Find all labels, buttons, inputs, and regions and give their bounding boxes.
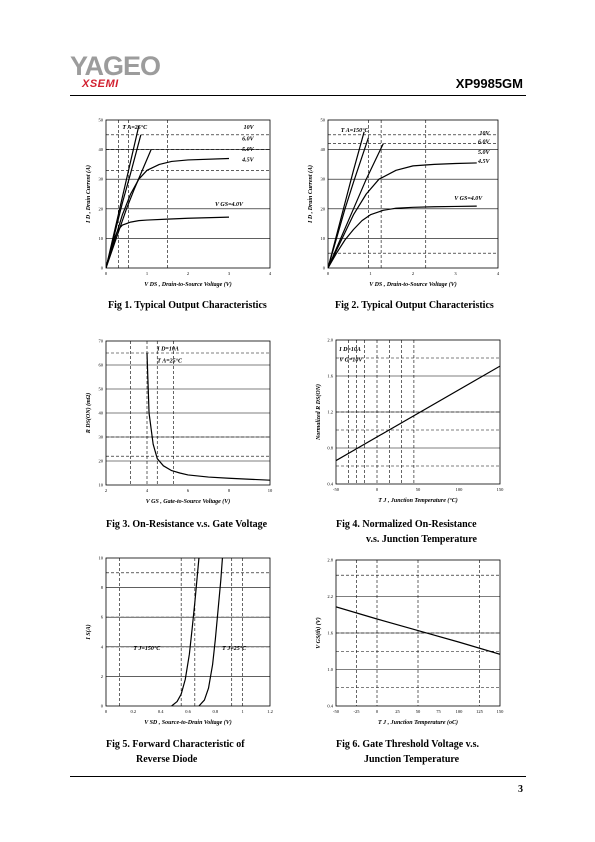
x-tick-label: 2	[186, 271, 190, 276]
x-axis-label: T J , Junction Temperature (°C)	[378, 498, 458, 504]
x-tick-label: 1	[241, 709, 244, 714]
series-line	[172, 543, 201, 706]
y-axis-label: I D , Drain Current (A)	[86, 164, 92, 224]
y-tick-label: 50	[320, 117, 325, 123]
y-axis-label: V GS(th) (V)	[316, 617, 322, 649]
x-tick-label: 4	[496, 271, 500, 276]
y-tick-label: 4	[100, 644, 103, 650]
chart-annotation: V GS=4.0V	[454, 195, 483, 202]
chart-annotation: T A=25°C	[157, 358, 183, 365]
chart-annotation: 5.0V	[242, 147, 254, 154]
page-number: 3	[518, 784, 523, 795]
x-tick-label: 3	[454, 271, 457, 276]
header-divider	[70, 95, 526, 96]
x-tick-label: -50	[333, 709, 339, 714]
y-axis-label: I D , Drain Current (A)	[308, 164, 314, 224]
x-tick-label: 1	[369, 271, 372, 276]
chart-annotation: V G=10V	[339, 357, 363, 364]
figure-caption: Fig 6. Gate Threshold Voltage v.s.	[336, 739, 479, 750]
x-tick-label: 100	[455, 487, 463, 492]
x-tick-label: -25	[353, 709, 360, 714]
x-tick-label: 10	[267, 488, 273, 493]
x-tick-label: 150	[496, 709, 504, 714]
fig4-chart	[316, 337, 504, 504]
chart-annotation: I D=10A	[157, 346, 179, 353]
x-tick-label: 0	[375, 709, 379, 714]
x-tick-label: 100	[455, 709, 463, 714]
x-tick-label: 125	[476, 709, 483, 714]
x-tick-label: 0.8	[212, 709, 219, 714]
x-tick-label: 0	[375, 487, 379, 492]
chart-annotation: I D=10A	[339, 346, 361, 353]
y-tick-label: 50	[98, 117, 103, 123]
y-tick-label: 0.4	[327, 703, 333, 709]
x-tick-label: 150	[496, 487, 504, 492]
figure-caption: Fig 1. Typical Output Characteristics	[108, 300, 267, 311]
x-tick-label: 3	[227, 271, 231, 276]
y-tick-label: 50	[98, 386, 103, 392]
x-axis-label: V SD , Source-to-Drain Voltage (V)	[144, 720, 232, 726]
chart-annotation: T A=25°C	[122, 124, 148, 131]
y-tick-label: 40	[98, 147, 103, 153]
y-tick-label: 20	[98, 458, 103, 464]
y-tick-label: 10	[320, 235, 325, 241]
y-tick-label: 30	[320, 176, 325, 182]
figure-caption: Fig 2. Typical Output Characteristics	[335, 300, 494, 311]
x-tick-label: 1.2	[267, 709, 273, 714]
yageo-logo	[70, 52, 180, 92]
x-tick-label: 25	[395, 709, 400, 714]
x-tick-label: 4	[268, 271, 272, 276]
y-tick-label: 2	[100, 673, 103, 679]
x-tick-label: 50	[415, 709, 421, 714]
x-tick-label: 75	[436, 709, 441, 714]
y-tick-label: 0	[100, 703, 103, 709]
y-tick-label: 2.8	[327, 557, 333, 563]
figure-caption: Fig 4. Normalized On-Resistance	[336, 519, 477, 530]
y-tick-label: 0.8	[327, 445, 333, 451]
x-tick-label: -50	[333, 487, 339, 492]
series-line	[328, 138, 368, 268]
figure-caption: Reverse Diode	[136, 754, 198, 765]
series-line	[199, 543, 224, 706]
chart-annotation: V GS=4.0V	[215, 201, 243, 208]
y-tick-label: 6	[100, 614, 103, 620]
x-tick-label: 0.4	[157, 709, 164, 714]
y-tick-label: 8	[100, 585, 103, 591]
chart-annotation: 10V	[479, 130, 490, 137]
y-tick-label: 1.0	[327, 667, 333, 672]
part-number: XP9985GM	[455, 76, 523, 91]
y-tick-label: 0.4	[327, 481, 333, 487]
chart-annotation: 5.0V	[477, 150, 490, 157]
y-tick-label: 2.2	[327, 594, 333, 599]
logo-subtext: XSEMI	[82, 78, 119, 90]
y-tick-label: 20	[98, 206, 103, 212]
figure-caption: Fig 3. On-Resistance v.s. Gate Voltage	[106, 519, 268, 530]
x-axis-label: V GS , Gate-to-Source Voltage (V)	[145, 499, 231, 505]
y-tick-label: 10	[98, 235, 103, 241]
y-tick-label: 40	[320, 147, 325, 153]
y-tick-label: 1.2	[327, 409, 333, 415]
footer-divider	[70, 776, 526, 777]
y-tick-label: 30	[98, 176, 103, 182]
fig5-chart	[86, 555, 273, 726]
chart-annotation: 10V	[243, 124, 254, 131]
y-axis-label: Normalized R DS(ON)	[316, 383, 322, 441]
fig3-chart	[86, 338, 273, 505]
chart-annotation: T A=150°C	[340, 127, 369, 134]
x-axis-label: V DS , Drain-to-Source Voltage (V)	[144, 282, 232, 288]
y-tick-label: 60	[98, 362, 103, 368]
chart-annotation: T J=150°C	[133, 645, 161, 652]
chart-annotation: 4.5V	[477, 158, 490, 165]
chart-annotation: T J=25°C	[222, 645, 247, 652]
y-tick-label: 1.6	[327, 373, 333, 379]
y-tick-label: 70	[98, 338, 103, 344]
series-line	[336, 366, 500, 461]
x-axis-label: V DS , Drain-to-Source Voltage (V)	[369, 282, 457, 288]
x-tick-label: 2	[104, 488, 108, 493]
fig2-chart	[308, 117, 500, 288]
x-tick-label: 0.6	[185, 709, 191, 714]
fig6-chart	[316, 557, 504, 726]
x-tick-label: 0.2	[130, 709, 137, 714]
figure-caption: v.s. Junction Temperature	[366, 534, 477, 545]
logo-text: YAGEO	[70, 51, 161, 81]
y-tick-label: 40	[98, 410, 103, 416]
x-tick-label: 8	[227, 488, 231, 493]
fig1-chart	[86, 117, 272, 288]
x-axis-label: T J , Junction Temperature (oC)	[377, 720, 459, 726]
x-tick-label: 0	[104, 271, 108, 276]
y-tick-label: 10	[98, 555, 103, 561]
x-tick-label: 50	[415, 487, 421, 492]
y-tick-label: 0	[322, 265, 325, 271]
x-tick-label: 4	[145, 488, 149, 493]
y-tick-label: 2.0	[327, 337, 333, 343]
y-tick-label: 30	[98, 434, 103, 440]
y-tick-label: 1.6	[327, 630, 333, 636]
y-tick-label: 10	[98, 482, 103, 488]
x-tick-label: 6	[186, 488, 190, 493]
x-tick-label: 0	[104, 709, 108, 714]
chart-annotation: 6.0V	[242, 136, 254, 143]
plot-frame	[328, 120, 498, 268]
chart-annotation: 4.5V	[242, 157, 254, 164]
y-tick-label: 0	[100, 265, 103, 271]
chart-annotation: 6.0V	[477, 139, 490, 146]
figure-caption: Junction Temperature	[364, 754, 460, 765]
x-tick-label: 0	[326, 271, 330, 276]
x-tick-label: 2	[411, 271, 415, 276]
y-axis-label: I S(A)	[86, 624, 92, 640]
figure-caption: Fig 5. Forward Characteristic of	[106, 739, 245, 750]
x-tick-label: 1	[145, 271, 149, 276]
plot-frame	[106, 558, 270, 706]
y-axis-label: R DS(ON) (mΩ)	[86, 392, 92, 434]
y-tick-label: 20	[320, 206, 325, 212]
